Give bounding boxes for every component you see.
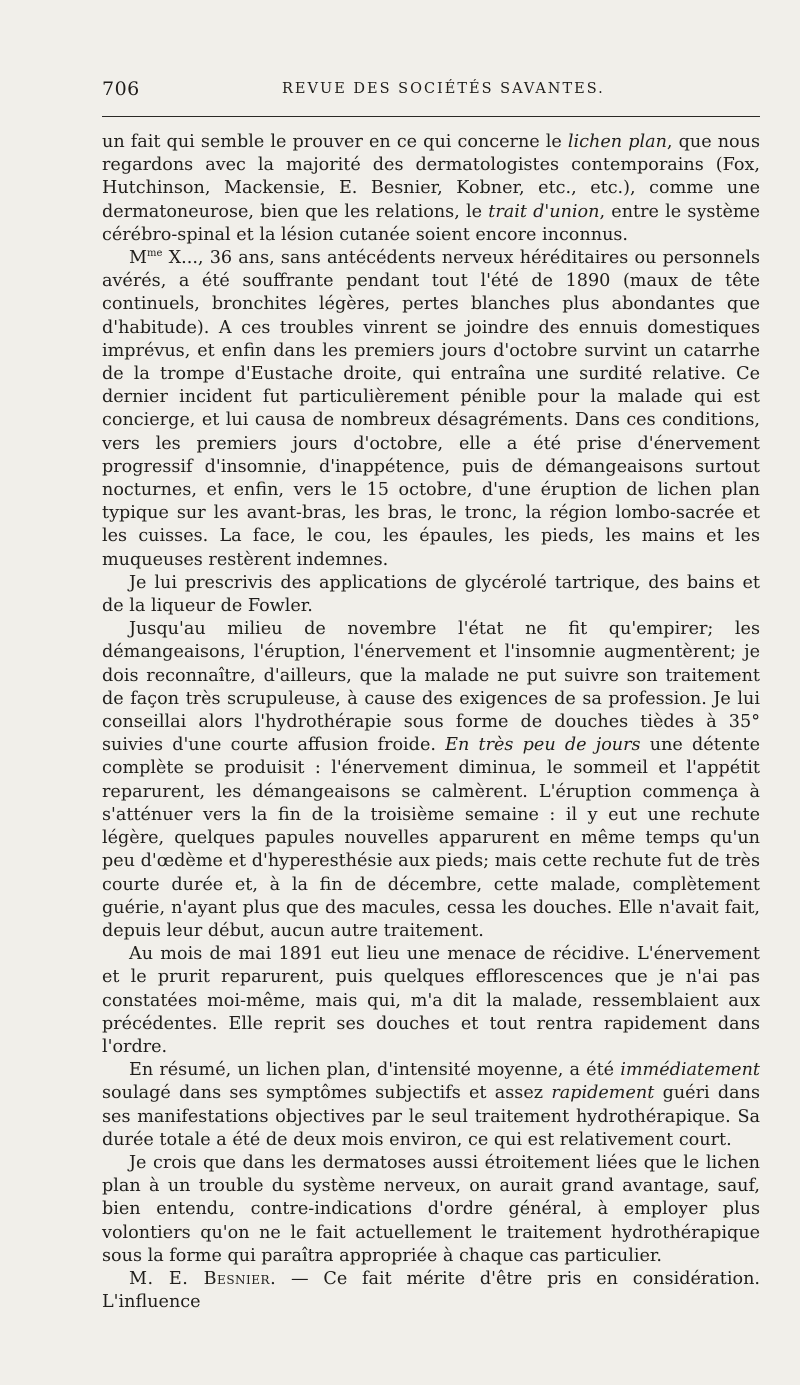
page-header [102,78,760,102]
paragraph-6: En résumé, un lichen plan, d'intensité moyenne, a été immédiatement soulagé dans ses symptômes subjectifs et assez rapidement guéri dans ses manifestations objectives par le seul traitement hydrothérapique. Sa durée totale a été de deux mois environ, ce qui est relativement court. [102,1060,761,1150]
paragraph-4: Jusqu'au milieu de novembre l'état ne fit qu'empirer; les démangeaisons, l'éruption, l'énervement et l'insomnie augmentèrent; je dois reconnaître, d'ailleurs, que la malade ne put suivre son traitement de façon très scrupuleuse, à cause des exigences de sa profession. Je lui conseillai alors l'hydrothérapie sous forme de douches tièdes à 35° suivies d'une courte affusion froide. En très peu de jours une détente complète se produisit : l'énervement diminua, le sommeil et l'appétit reparurent, les démangeaisons se calmèrent. L'éruption commença à s'atténuer vers la fin de la troisième semaine : il y eut une rechute légère, quelques papules nouvelles apparurent en même temps qu'un peu d'œdème et d'hyperesthésie aux pieds; mais cette rechute fut de très courte durée et, à la fin de décembre, cette malade, complètement guérie, n'ayant plus que des macules, cessa les douches. Elle n'avait fait, depuis leur début, aucun autre traitement. [102,619,761,941]
paragraph-8: M. E. Besnier. — Ce fait mérite d'être pris en considération. L'influence [102,1268,760,1313]
body-text [102,131,760,1314]
paragraph-5: Au mois de mai 1891 eut lieu une menace de récidive. L'énervement et le prurit reparurent, puis quelques efflorescences que je n'ai pas constatées moi-même, mais qui, m'a dit la malade, ressemblaient aux précédentes. Elle reprit ses douches et tout rentra rapidement dans l'ordre. [102,944,760,1057]
paragraph-2: $M^{me}$ X..., 36 ans, sans antécédents nerveux héréditaires ou personnels avérés, a été souffrante pendant tout l'été de 1890 (maux de tête continuels, bronchites légères, pertes blanches plus abondantes que d'habitude). A ces troubles vinrent se joindre des ennuis domestiques imprévus, et enfin dans les premiers jours d'octobre survint un catarrhe de la trompe d'Eustache droite, qui entraîna une surdité relative. Ce dernier incident fut particulièrement pénible pour la malade qui est concierge, et lui causa de nombreux désagréments. Dans ces conditions, vers les premiers jours d'octobre, elle a été prise d'énervement progressif d'insomnie, d'inappétence, puis de démangeaisons surtout nocturnes, et enfin, vers le 15 octobre, d'une éruption de lichen plan typique sur les avant-bras, les bras, le tronc, la région lombo-sacrée et les cuisses. La face, le cou, les épaules, les pieds, les mains et les muqueuses restèrent indemnes. [102,248,760,570]
running-head: REVUE DES SOCIÉTÉS SAVANTES. [282,81,605,97]
header-rule [102,116,760,117]
paragraph-7: Je crois que dans les dermatoses aussi étroitement liées que le lichen plan à un trouble du système nerveux, on aurait grand avantage, sauf, bien entendu, contre-indications d'ordre général, à employer plus volontiers qu'on ne le fait actuellement le traitement hydrothérapique sous la forme qui paraîtra appropriée à chaque cas particulier. [102,1152,760,1266]
paragraph-3: Je lui prescrivis des applications de glycérolé tartrique, des bains et de la liqueur de Fowler. [102,572,760,617]
speaker-name: M. E. Besnier. [129,1268,277,1289]
paragraph-1: un fait qui semble le prouver en ce qui concerne le lichen plan, que nous regardons avec la majorité des dermatologistes contemporains (Fox, Hutchinson, Mackensie, E. Besnier, Kobner, etc., etc.), comme une dermatoneurose, bien que les relations, le trait d'union, entre le système cérébro-spinal et la lésion cutanée soient encore inconnus. [102,132,760,245]
page-number: 706 [102,78,140,100]
